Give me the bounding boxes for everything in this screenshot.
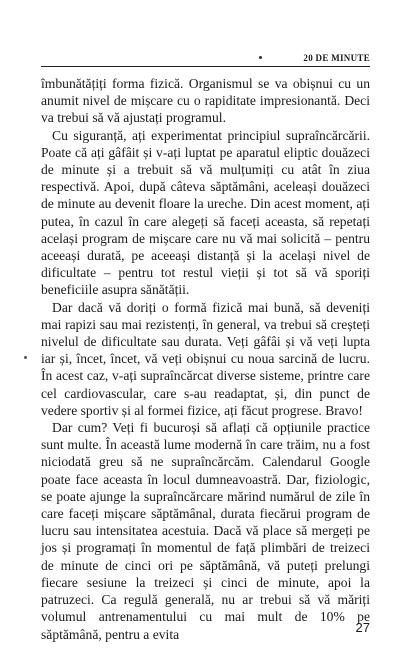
page-number: 27: [355, 620, 370, 635]
margin-dot-mark: [24, 356, 27, 359]
paragraph-1: îmbunătățiți forma fizică. Organismul se va obișnui cu un anumit nivel de mișcare cu o rapiditate impresionantă. Deci va trebui să vă ajustați programul.: [41, 76, 370, 126]
running-header: [41, 52, 370, 67]
paragraph-4: Dar cum? Veți fi bucuroși să aflați că opțiunile practice sunt multe. În această lume modernă în care trăim, nu a fost niciodată greu să ne supraîncărcăm. Calendarul Google poate face aceasta în locul dumneavoastră. Dar, fiziologic, se poate ajunge la supraîncărcare mărind numărul de zile în care faceți mișcare săptămânal, durata fiecărui program de lucru sau intensitatea acestuia. Dacă vă place să mergeți pe jos și programați în momentul de față plimbări de treizeci de minute de cinci ori pe săptămână, vă puteți prelungi fiecare sesiune la treizeci și cinci de minute, apoi la patruzeci. Ca regulă generală, nu ar trebui să vă măriți volumul antrenamentului cu mai mult de 10% pe săptămână, pentru a evita: [41, 420, 370, 642]
paragraph-2: Cu siguranță, ați experimentat principiul supraîncărcării. Poate că ați gâfâit și v-ați luptat pe aparatul eliptic douăzeci de minute și a trebuit să vă mulțumiți cu atât în ziua respectivă. Apoi, după câteva săptămâni, aceleași douăzeci de minute au devenit floare la ureche. Din acest moment, ați putea, în cazul în care alegeți să faceți aceasta, să repetați același program de mișcare care nu vă mai solicită – pentru aceeași durată, pe aceeași distanță și la același nivel de dificultate – pentru tot restul vieții și tot să vă sporiți beneficiile asupra sănătății.: [41, 127, 370, 298]
paragraph-3: Dar dacă vă doriți o formă fizică mai bună, să deveniți mai rapizi sau mai rezistenți, în general, va trebui să creșteți nivelul de dificultate sau durata. Veți gâfâi și vă veți lupta iar și, încet, încet, vă veți obișnui cu noua sarcină de lucru. În acest caz, v-ați supraîncărcat diverse sisteme, printre care cel cardiovascular, care s-au readaptat, și, din punct de vedere sportiv și al formei fizice, ați făcut progrese. Bravo!: [41, 299, 370, 418]
header-dot-mark: [259, 56, 262, 59]
running-header-title: 20 DE MINUTE: [303, 53, 370, 63]
body-text: [41, 75, 370, 643]
